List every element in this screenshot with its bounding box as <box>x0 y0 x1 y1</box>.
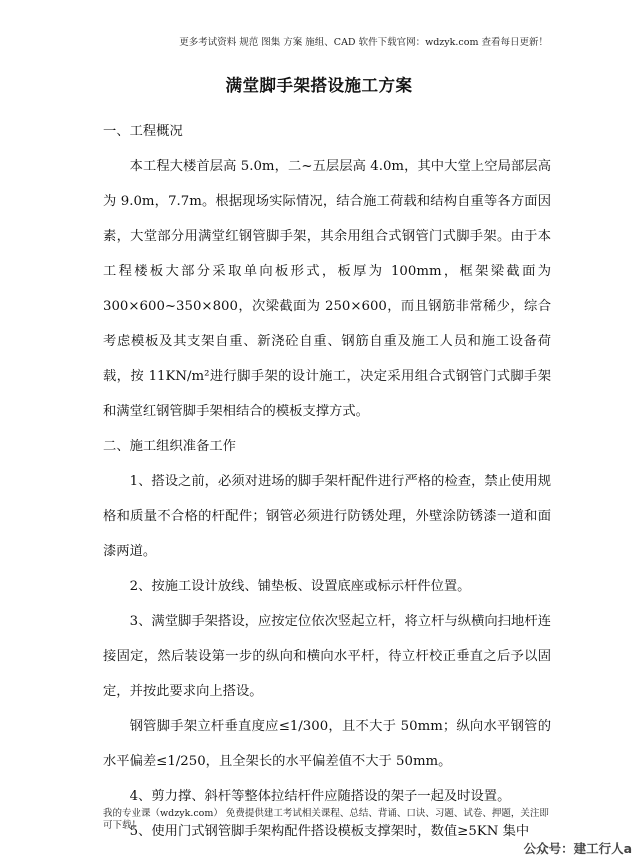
document-body <box>103 114 551 849</box>
paragraph: 5、使用门式钢管脚手架构配件搭设模板支撑架时，数值≥5KN 集中 <box>129 824 530 839</box>
paragraph: 1、搭设之前，必须对进场的脚手架杆配件进行严格的检查，禁止使用规格和质量不合格的杆配件；钢管必须进行防锈处理，外壁涂防锈漆一道和面漆两道。 <box>103 474 551 559</box>
paragraph: 3、满堂脚手架搭设，应按定位依次竖起立杆，将立杆与纵横向扫地杆连接固定，然后装设第一步的纵向和横向水平杆，待立杆校正垂直之后予以固定，并按此要求向上搭设。 <box>103 614 551 699</box>
section-heading: 二、施工组织准备工作 <box>103 439 236 454</box>
document-title: 满堂脚手架搭设施工方案 <box>225 76 413 95</box>
footer-note: 我的专业课（wdzyk.com） 免费提供建工考试相关课程、总结、背诵、口诀、习题、试卷、押题，关注即可下载！ <box>103 808 549 831</box>
paragraph: 钢管脚手架立杆垂直度应≤1/300，且不大于 50mm；纵向水平钢管的水平偏差≤1/250，且全架长的水平偏差值不大于 50mm。 <box>103 719 551 769</box>
paragraph: 本工程大楼首层高 5.0m，二~五层层高 4.0m，其中大堂上空局部层高为 9.0m，7.7m。根据现场实际情况，结合施工荷载和结构自重等各方面因素，大堂部分用满堂红钢管脚手架，其余用组合式钢管门式脚手架。由于本工程楼板大部分采取单向板形式，板厚为 100mm，框架梁截面为 300×600~350×800，次梁截面为 250×600，而且钢筋非常稀少，综合考虑模板及其支架自重、新浇砼自重、钢筋自重及施工人员和施工设备荷载，按 11KN/m²进行脚手架的设计施工，决定采用组合式钢管门式脚手架和满堂红钢管脚手架相结合的模板支撑方式。 <box>103 159 551 419</box>
header-note: 更多考试资料 规范 图集 方案 施组、CAD 软件下载官网：wdzyk.com 查看每日更新！ <box>179 37 548 48</box>
watermark-label: 公众号：建工行人a <box>523 841 632 856</box>
section-heading: 一、工程概况 <box>103 124 183 139</box>
paragraph: 2、按施工设计放线、铺垫板、设置底座或标示杆件位置。 <box>129 579 471 594</box>
paragraph: 4、剪力撑、斜杆等整体拉结杆件应随搭设的架子一起及时设置。 <box>129 789 511 804</box>
